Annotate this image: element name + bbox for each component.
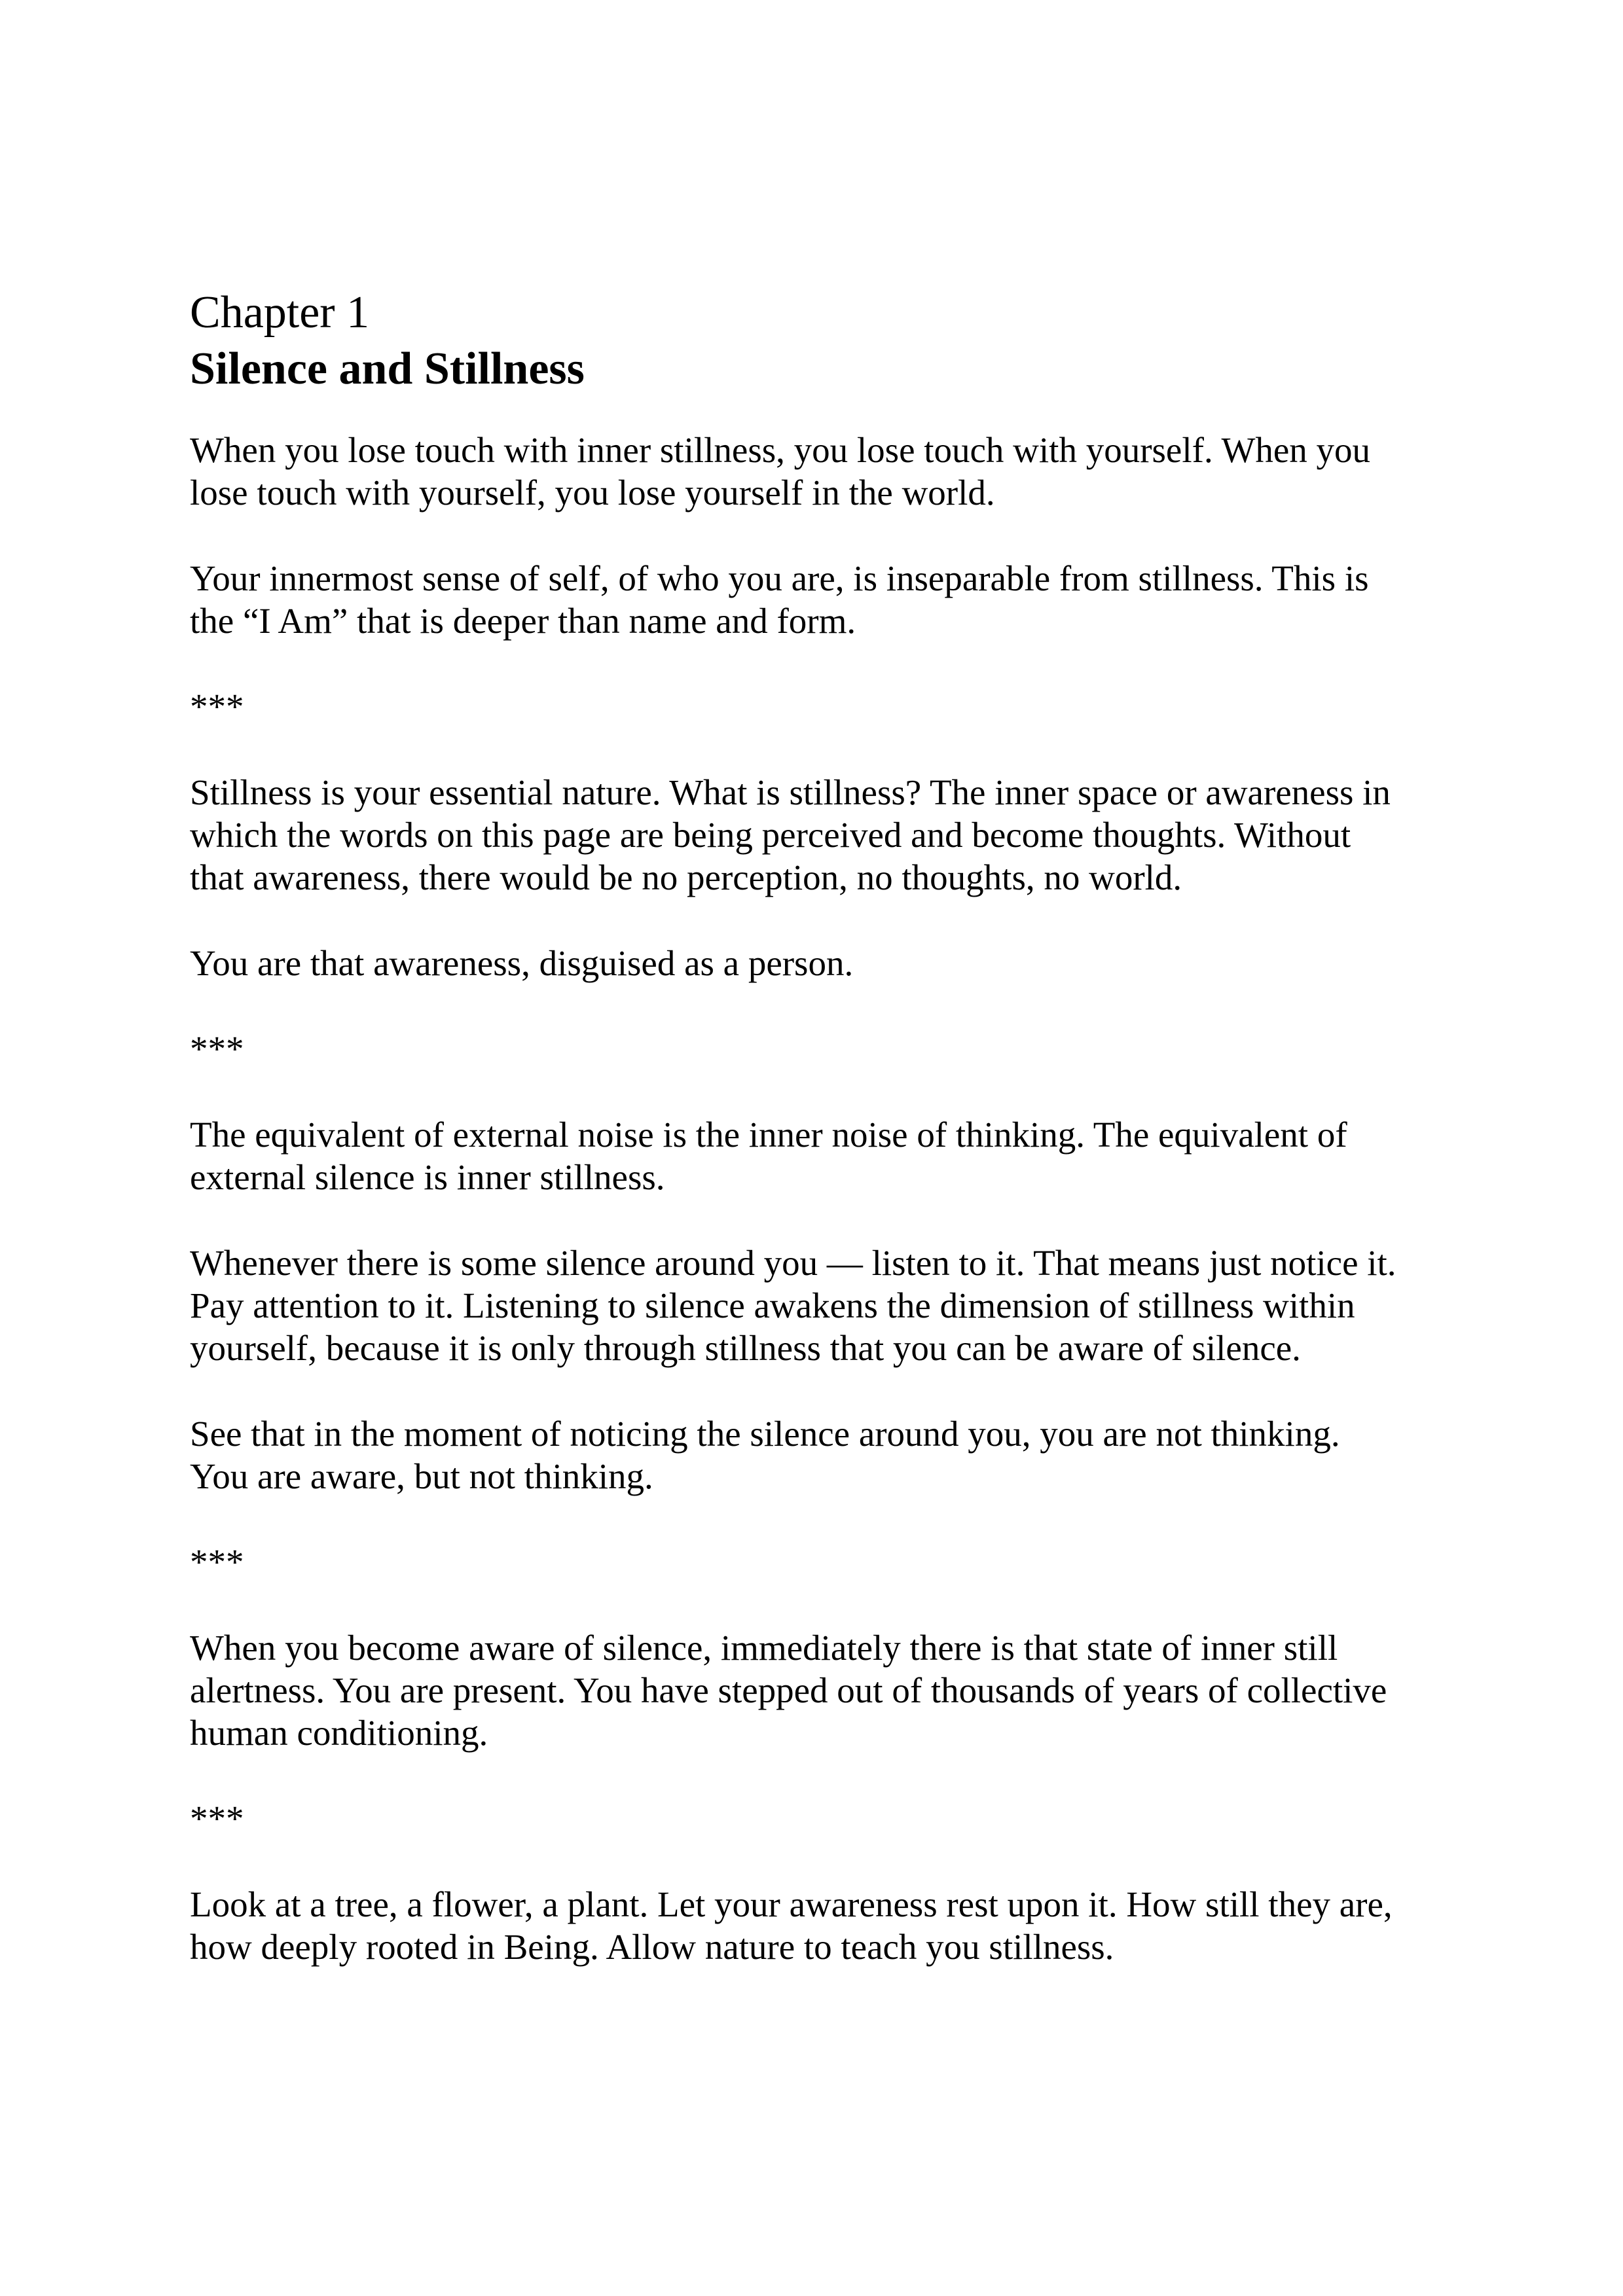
paragraph-line: Look at a tree, a flower, a plant. Let your awareness rest upon it. How still they are, [190, 1884, 1393, 1924]
paragraph-line: Whenever there is some silence around you — listen to it. That means just notice it. [190, 1243, 1396, 1283]
paragraph [190, 942, 1460, 984]
paragraph-line: Your innermost sense of self, of who you are, is inseparable from stillness. This is [190, 558, 1369, 598]
chapter-title: Silence and Stillness [190, 344, 585, 394]
section-separator: *** [190, 1029, 244, 1069]
paragraph-line: When you lose touch with inner stillness, you lose touch with yourself. When you [190, 430, 1371, 470]
paragraph-line: which the words on this page are being perceived and become thoughts. Without [190, 815, 1351, 855]
paragraph [190, 1242, 1460, 1369]
paragraph [190, 429, 1460, 514]
paragraph-line: alertness. You are present. You have stepped out of thousands of years of collective [190, 1670, 1387, 1710]
section-separator: *** [190, 1542, 244, 1582]
paragraph-line: lose touch with yourself, you lose yourself in the world. [190, 473, 995, 512]
section-separator: *** [190, 687, 244, 726]
paragraph [190, 557, 1460, 642]
paragraph-line: how deeply rooted in Being. Allow nature to teach you stillness. [190, 1927, 1114, 1967]
paragraph-line: See that in the moment of noticing the silence around you, you are not thinking. [190, 1414, 1340, 1454]
paragraph-line: human conditioning. [190, 1713, 488, 1753]
paragraph-line: Pay attention to it. Listening to silence awakens the dimension of stillness within [190, 1285, 1355, 1325]
paragraph-line: Stillness is your essential nature. What is stillness? The inner space or awareness in [190, 772, 1391, 812]
paragraph [190, 771, 1460, 899]
page-content [190, 285, 1460, 2011]
paragraph [190, 1113, 1460, 1198]
paragraph-line: You are aware, but not thinking. [190, 1456, 653, 1496]
paragraph [190, 1883, 1460, 1968]
paragraph-line: yourself, because it is only through stillness that you can be aware of silence. [190, 1328, 1301, 1368]
chapter-number: Chapter 1 [190, 287, 370, 338]
paragraph-line: You are that awareness, disguised as a person. [190, 943, 854, 983]
section-separator: *** [190, 1799, 244, 1839]
paragraph-line: When you become aware of silence, immediately there is that state of inner still [190, 1628, 1338, 1668]
body-text [190, 429, 1460, 1968]
paragraph [190, 1626, 1460, 1754]
paragraph-line: The equivalent of external noise is the inner noise of thinking. The equivalent of [190, 1115, 1347, 1155]
paragraph-line: external silence is inner stillness. [190, 1157, 665, 1197]
paragraph-line: that awareness, there would be no perception, no thoughts, no world. [190, 857, 1182, 897]
paragraph-line: the “I Am” that is deeper than name and form. [190, 601, 856, 641]
paragraph [190, 1412, 1460, 1498]
